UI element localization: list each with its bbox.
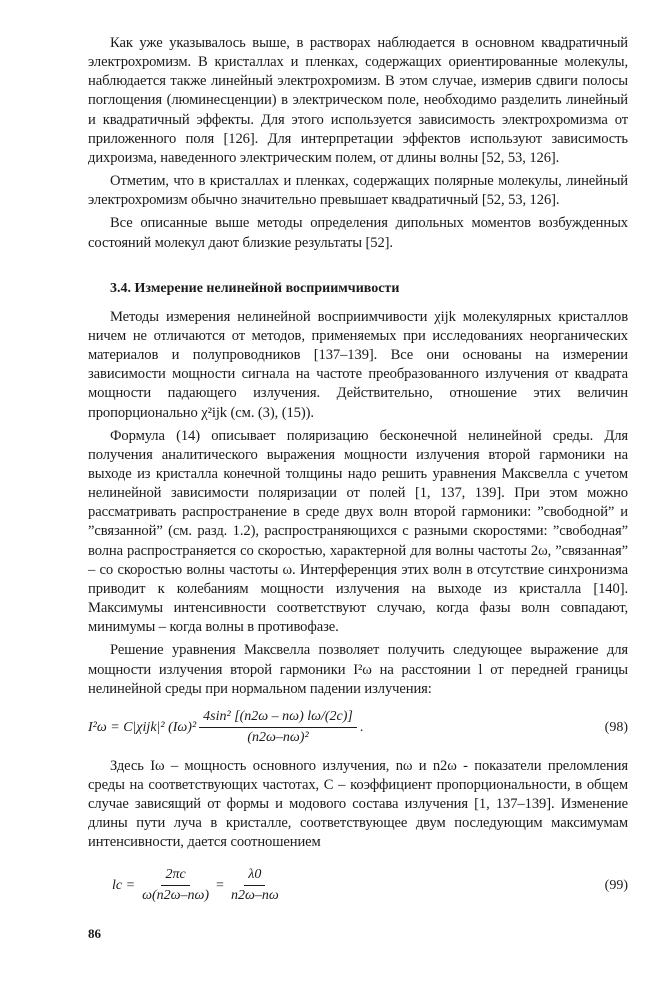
formula-99-equals: =	[216, 877, 224, 893]
paragraph: Формула (14) описывает поляризацию бесконечной нелинейной среды. Для получения аналитического выражения мощности излучения второй гармоники на выходе из кристалла конечной толщины надо решить уравнения Максвелла с учетом нелинейной зависимости поляризации от полей [1, 137, 139]. При этом можно рассматривать распространение в среде двух волн второй гармоники: ”свободной” и ”связанной” (см. разд. 1.2), распространяющихся с разными скоростями: ”свободная” волна распространяется со скоростью, характерной для волны частоты 2ω, ”связанная” – со скоростью волны частоты ω. Интерференция этих волн в отсутствие синхронизма приводит к колебаниям мощности излучения на выходе из кристалла [140]. Максимумы интенсивности соответствуют случаю, когда фазы волн совпадают, минимумы – когда волны в противофазе.	[88, 427, 628, 636]
formula-98-lhs: I²ω = C|χijk|² (Iω)²	[88, 719, 197, 735]
formula-98: I²ω = C|χijk|² (Iω)² $\frac{\text{4sin² [(n2ω – nω) lω/(2c)]}}{\text{(n2ω–nω)²}}$ . (98)	[88, 699, 628, 757]
paragraph: Отметим, что в кристаллах и пленках, содержащих полярные молекулы, линейный электрохромизм обычно значительно превышает квадратичный [52, 53, 126].	[88, 173, 628, 209]
formula-99-numerator-2: λ0	[244, 867, 265, 886]
equation-number: (98)	[604, 719, 628, 735]
paragraph: Все описанные выше методы определения дипольных моментов возбужденных состояний молекул дают близкие результаты [52].	[88, 215, 628, 251]
formula-99-fraction-2	[227, 867, 283, 904]
page-number: 86	[88, 926, 101, 941]
section-title: 3.4. Измерение нелинейной восприимчивости	[110, 280, 400, 296]
paragraph: Решение уравнения Максвелла позволяет получить следующее выражение для мощности излучения второй гармоники I²ω на расстоянии l от передней границы нелинейной среды при нормальном падении излучения:	[88, 642, 628, 697]
formula-99-fraction-1	[138, 867, 213, 904]
paragraph: Методы измерения нелинейной восприимчивости χijk молекулярных кристаллов ничем не отличаются от методов, применяемых при исследованиях неорганических материалов и полупроводников [137–139]. Все они основаны на измерении зависимости мощности сигнала на частоте преобразованного излучения от квадрата мощности падающего излучения. Действительно, отношение этих величин пропорционально χ²ijk (см. (3), (15)).	[88, 308, 628, 421]
formula-99-denominator-2: n2ω–nω	[230, 888, 279, 904]
formula-98-denominator: (n2ω–nω)²	[247, 730, 309, 746]
formula-99-lhs: lc =	[112, 877, 136, 893]
formula-99	[88, 857, 628, 915]
page-body	[88, 34, 628, 915]
paragraph: Здесь Iω – мощность основного излучения, nω и n2ω - показатели преломления среды на соответствующих частотах, C – коэффициент пропорциональности, в общем случае зависящий от формы и модового состава излучения [1, 137–139]. Изменение длины пути луча в кристалле, соответствующее двум последующим максимумам интенсивности, дается соотношением	[88, 757, 628, 851]
formula-98-numerator: 4sin² [(n2ω – nω) lω/(2c)]	[199, 709, 357, 728]
equation-number: (99)	[604, 877, 628, 893]
formula-98-fraction	[199, 709, 357, 746]
formula-99-numerator-1: 2πc	[161, 867, 189, 886]
paragraph: Как уже указывалось выше, в растворах наблюдается в основном квадратичный электрохромизм. В кристаллах и пленках, содержащих ориентированные молекулы, наблюдается также линейный электрохромизм. В этом случае, измерив сдвиги полосы поглощения (люминесценции) в электрическом поле, необходимо разделить линейный и квадратичный эффекты. Для этого используется зависимость электрохромизма от приложенного поля [126]. Для интерпретации эффектов используют зависимость дихроизма, наведенного электрическим полем, от длины волны [52, 53, 126].	[88, 35, 628, 166]
formula-99-denominator-1: ω(n2ω–nω)	[142, 888, 210, 904]
